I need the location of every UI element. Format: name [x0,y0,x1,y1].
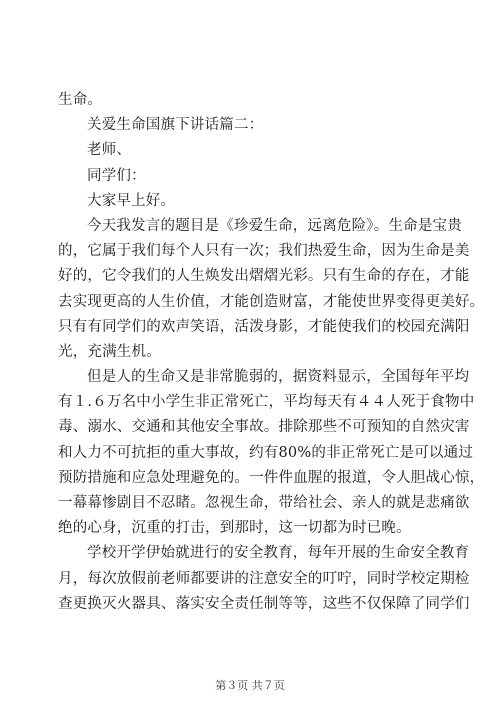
text-line: 查更换灭火器具、落实安全责任制等等，这些不仅保障了同学们 [58,595,470,612]
text-line: 光，充满生机。 [58,343,161,360]
text-line: 的，它属于我们每个人只有一次；我们热爱生命，因为生命是美 [58,243,470,260]
text-line: 生命。 [58,92,103,108]
body-text [58,88,485,617]
text-line: 去实现更高的人生价值，才能创造财富，才能使世界变得更美好。 [58,293,485,310]
text-line: 月，每次放假前老师都要讲的注意安全的叮咛，同时学校定期检 [58,570,470,587]
text-line: 大家早上好。 [87,192,176,209]
text-line: 好的，它令我们的人生焕发出熠熠光彩。只有生命的存在，才能 [58,268,470,285]
text-line: 毒、溺水、交通和其他安全事故。排除那些不可预知的自然灾害 [58,419,470,436]
text-line: 绝的心身，沉重的打击，到那时，这一切都为时已晚。 [58,520,411,537]
text-line: 只有有同学们的欢声笑语，活泼身影，才能使我们的校园充满阳 [58,318,470,335]
text-line: 同学们： [87,167,146,184]
text-line: 预防措施和应急处理避免的。一件件血腥的报道，令人胆战心惊， [58,469,485,486]
text-line: 一幕幕惨剧目不忍睹。忽视生命，带给社会、亲人的就是悲痛欲 [58,495,470,511]
page-number: 第３页 共７页 [215,679,285,692]
text-line: 和人力不可抗拒的重大事故，约有80%的非正常死亡是可以通过 [58,444,474,461]
text-line: 但是人的生命又是非常脆弱的，据资料显示，全国每年平均 [87,369,470,386]
text-line: 有１.６万名中小学生非正常死亡，平均每天有４４人死于食物中 [58,394,475,411]
text-line: 关爱生命国旗下讲话篇二： [87,117,264,134]
text-line: 今天我发言的题目是《珍爱生命，远离危险》。生命是宝贵 [87,217,462,234]
text-line: 学校开学伊始就进行的安全教育，每年开展的生命安全教育 [87,545,470,562]
text-line: 老师、 [87,142,132,159]
